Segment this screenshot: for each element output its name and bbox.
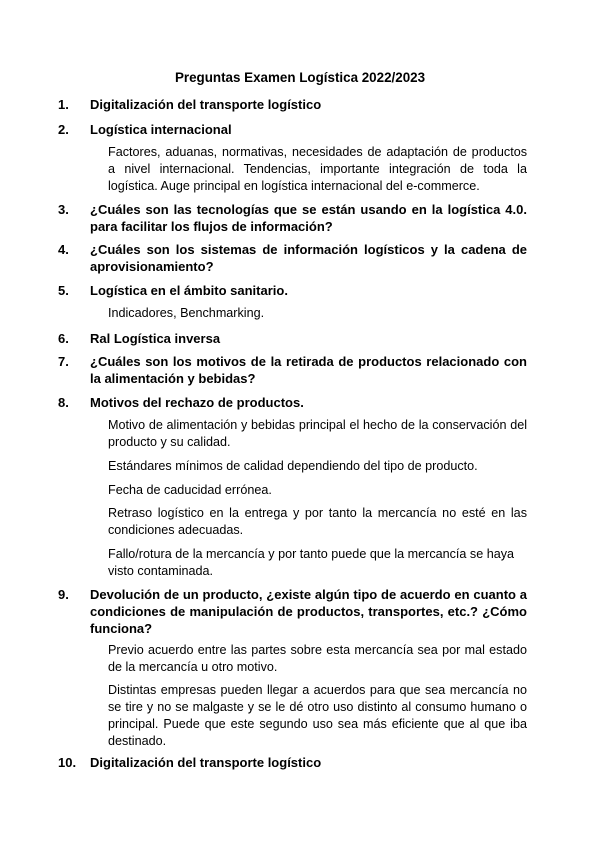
answer-paragraph: Factores, aduanas, normativas, necesidades de adaptación de productos a nivel internacional. Tendencias, importante integración de toda la logística. Auge principal en logística internacional del e-commerce.: [108, 145, 527, 193]
question-heading: Logística en el ámbito sanitario.: [90, 283, 288, 298]
question-heading: Digitalización del transporte logístico: [90, 755, 322, 770]
question-heading: Logística internacional: [90, 122, 232, 137]
question-9: [58, 586, 527, 637]
question-2: [58, 121, 527, 138]
question-number: 2.: [58, 122, 69, 137]
question-heading: ¿Cuáles son las tecnologías que se están usando en la logística 4.0. para facilitar los flujos de información?: [90, 202, 527, 234]
question-number: 6.: [58, 331, 69, 346]
question-heading: ¿Cuáles son los motivos de la retirada de productos relacionado con la alimentación y bebidas?: [90, 354, 527, 386]
question-number: 4.: [58, 242, 69, 257]
question-heading: Ral Logística inversa: [90, 331, 221, 346]
question-number: 5.: [58, 283, 69, 298]
answer-paragraph: Fallo/rotura de la mercancía y por tanto puede que la mercancía se haya visto contaminada.: [108, 547, 515, 578]
question-heading: Devolución de un producto, ¿existe algún tipo de acuerdo en cuanto a condiciones de manipulación de productos, transportes, etc.? ¿Cómo funciona?: [90, 587, 527, 636]
question-heading: Digitalización del transporte logístico: [90, 97, 322, 112]
question-number: 8.: [58, 395, 69, 410]
answer-paragraph: Previo acuerdo entre las partes sobre esta mercancía sea por mal estado de la mercancía u otro motivo.: [108, 643, 527, 674]
question-number: 3.: [58, 202, 69, 217]
question-heading: ¿Cuáles son los sistemas de información logísticos y la cadena de aprovisionamiento?: [90, 242, 527, 274]
question-10: [58, 754, 527, 771]
question-number: 1.: [58, 97, 69, 112]
question-number: 10.: [58, 755, 77, 770]
question-heading: Motivos del rechazo de productos.: [90, 395, 304, 410]
answer-paragraph: Motivo de alimentación y bebidas principal el hecho de la conservación del producto y su calidad.: [108, 418, 527, 449]
question-4: [58, 241, 527, 275]
question-6: [58, 330, 527, 347]
question-5: [58, 282, 527, 299]
question-8: [58, 394, 527, 411]
answer-paragraph: Fecha de caducidad errónea.: [108, 483, 272, 497]
question-7: [58, 353, 527, 387]
document-title: Preguntas Examen Logística 2022/2023: [174, 70, 426, 85]
question-1: [58, 96, 527, 113]
question-number: 9.: [58, 587, 69, 602]
answer-paragraph: Estándares mínimos de calidad dependiendo del tipo de producto.: [108, 459, 478, 473]
answer-paragraph: Retraso logístico en la entrega y por tanto la mercancía no esté en las condiciones adecuadas.: [108, 506, 527, 537]
answer-paragraph: Distintas empresas pueden llegar a acuerdos para que sea mercancía no se tire y no se malgaste y se le dé otro uso distinto al consumo humano o principal. Puede que este segundo uso sea más eficiente que al que iba destinado.: [108, 683, 527, 748]
answer-paragraph: Indicadores, Benchmarking.: [108, 306, 265, 320]
question-number: 7.: [58, 354, 69, 369]
question-3: [58, 201, 527, 235]
